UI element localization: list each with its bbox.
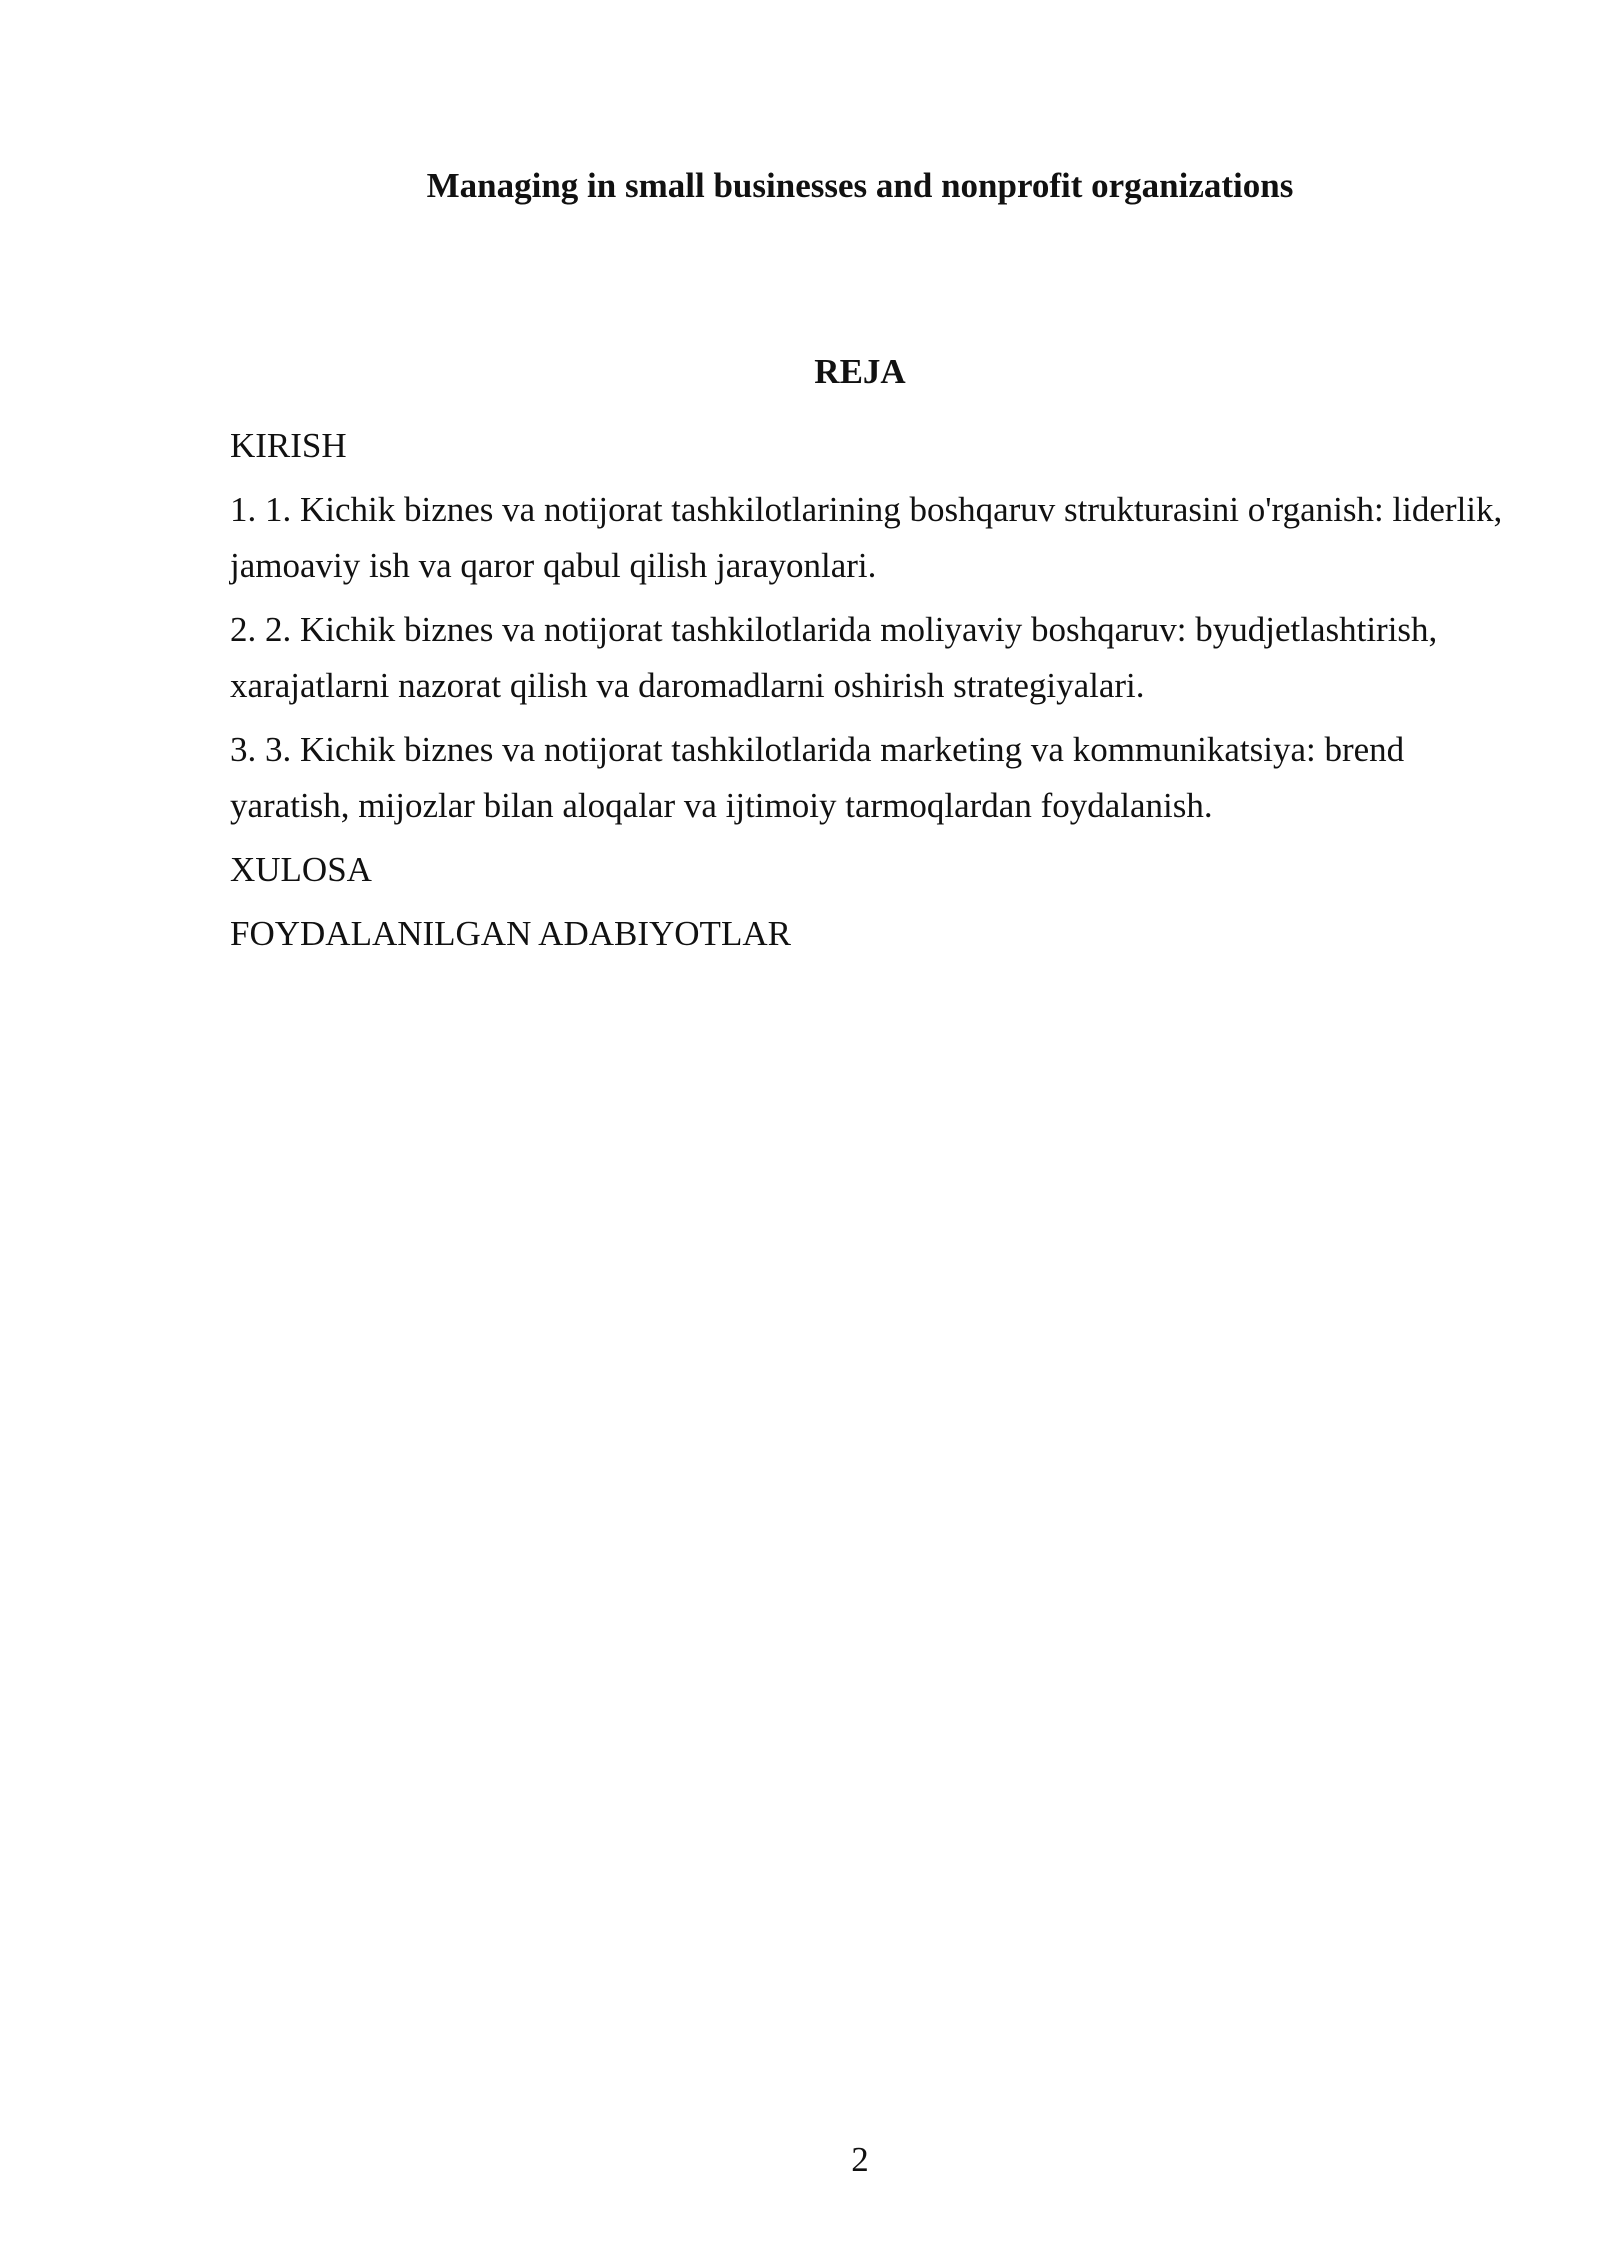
toc-item-section-1: 1. 1. Kichik biznes va notijorat tashkilotlarining boshqaruv strukturasini o'rganish: liderlik, jamoaviy ish va qaror qabul qilish jarayonlari. <box>230 490 1503 585</box>
table-of-contents <box>230 418 1530 970</box>
toc-item-conclusion: XULOSA <box>230 850 372 889</box>
page-number: 2 <box>851 2140 869 2179</box>
document-title: Managing in small businesses and nonprofit organizations <box>426 166 1294 205</box>
toc-item-section-2: 2. 2. Kichik biznes va notijorat tashkilotlarida moliyaviy boshqaruv: byudjetlashtirish, xarajatlarni nazorat qilish va daromadlarni oshirish strategiyalari. <box>230 610 1438 705</box>
plan-heading: REJA <box>814 352 906 391</box>
toc-item-section-3: 3. 3. Kichik biznes va notijorat tashkilotlarida marketing va kommunikatsiya: brend yaratish, mijozlar bilan aloqalar va ijtimoiy tarmoqlardan foydalanish. <box>230 730 1405 825</box>
toc-item-references: FOYDALANILGAN ADABIYOTLAR <box>230 914 791 953</box>
toc-item-introduction: KIRISH <box>230 426 347 465</box>
